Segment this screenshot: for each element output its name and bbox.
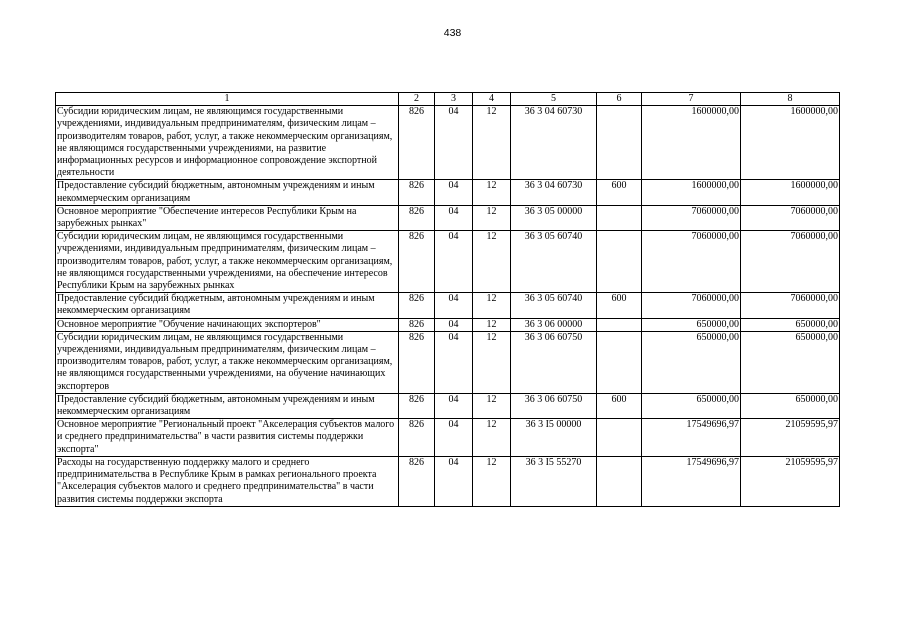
table-header-row bbox=[56, 93, 840, 106]
target-article-code: 36 3 06 60750 bbox=[511, 393, 597, 418]
section-code: 04 bbox=[435, 106, 473, 180]
target-article-code: 36 3 05 00000 bbox=[511, 205, 597, 230]
amount-col7: 650000,00 bbox=[642, 331, 741, 393]
table-row bbox=[56, 456, 840, 506]
page-number: 438 bbox=[443, 27, 462, 39]
expense-type-code bbox=[597, 318, 642, 331]
header-cell: 7 bbox=[642, 93, 741, 106]
amount-col8: 21059595,97 bbox=[741, 419, 840, 457]
ministry-code: 826 bbox=[399, 419, 435, 457]
budget-table bbox=[55, 92, 840, 507]
section-code: 04 bbox=[435, 205, 473, 230]
row-name: Предоставление субсидий бюджетным, автономным учреждениям и иным некоммерческим организациям bbox=[56, 180, 399, 205]
ministry-code: 826 bbox=[399, 231, 435, 293]
section-code: 04 bbox=[435, 180, 473, 205]
amount-col7: 1600000,00 bbox=[642, 180, 741, 205]
row-name: Основное мероприятие "Региональный проект "Акселерация субъектов малого и среднего предпринимательства" в части развития системы поддержки экспорта" bbox=[56, 419, 399, 457]
subsection-code: 12 bbox=[473, 205, 511, 230]
row-name: Основное мероприятие "Обучение начинающих экспортеров" bbox=[56, 318, 399, 331]
ministry-code: 826 bbox=[399, 106, 435, 180]
target-article-code: 36 3 05 60740 bbox=[511, 293, 597, 318]
section-code: 04 bbox=[435, 231, 473, 293]
expense-type-code bbox=[597, 231, 642, 293]
amount-col7: 17549696,97 bbox=[642, 456, 741, 506]
amount-col7: 1600000,00 bbox=[642, 106, 741, 180]
expense-type-code: 600 bbox=[597, 393, 642, 418]
amount-col8: 1600000,00 bbox=[741, 180, 840, 205]
subsection-code: 12 bbox=[473, 180, 511, 205]
header-cell: 8 bbox=[741, 93, 840, 106]
amount-col7: 650000,00 bbox=[642, 318, 741, 331]
ministry-code: 826 bbox=[399, 331, 435, 393]
table-row bbox=[56, 318, 840, 331]
amount-col8: 7060000,00 bbox=[741, 205, 840, 230]
row-name: Предоставление субсидий бюджетным, автономным учреждениям и иным некоммерческим организациям bbox=[56, 293, 399, 318]
ministry-code: 826 bbox=[399, 456, 435, 506]
ministry-code: 826 bbox=[399, 180, 435, 205]
amount-col8: 7060000,00 bbox=[741, 231, 840, 293]
target-article-code: 36 3 06 00000 bbox=[511, 318, 597, 331]
expense-type-code bbox=[597, 106, 642, 180]
section-code: 04 bbox=[435, 419, 473, 457]
amount-col7: 650000,00 bbox=[642, 393, 741, 418]
expense-type-code: 600 bbox=[597, 293, 642, 318]
subsection-code: 12 bbox=[473, 331, 511, 393]
amount-col8: 650000,00 bbox=[741, 393, 840, 418]
ministry-code: 826 bbox=[399, 205, 435, 230]
table-row bbox=[56, 331, 840, 393]
expense-type-code bbox=[597, 419, 642, 457]
amount-col7: 7060000,00 bbox=[642, 293, 741, 318]
expense-type-code bbox=[597, 205, 642, 230]
target-article-code: 36 3 06 60750 bbox=[511, 331, 597, 393]
table-row bbox=[56, 106, 840, 180]
subsection-code: 12 bbox=[473, 293, 511, 318]
table-row bbox=[56, 293, 840, 318]
ministry-code: 826 bbox=[399, 318, 435, 331]
section-code: 04 bbox=[435, 331, 473, 393]
amount-col7: 7060000,00 bbox=[642, 231, 741, 293]
amount-col8: 21059595,97 bbox=[741, 456, 840, 506]
ministry-code: 826 bbox=[399, 293, 435, 318]
section-code: 04 bbox=[435, 293, 473, 318]
section-code: 04 bbox=[435, 456, 473, 506]
expense-type-code bbox=[597, 456, 642, 506]
table-row bbox=[56, 393, 840, 418]
amount-col8: 1600000,00 bbox=[741, 106, 840, 180]
section-code: 04 bbox=[435, 393, 473, 418]
amount-col7: 7060000,00 bbox=[642, 205, 741, 230]
section-code: 04 bbox=[435, 318, 473, 331]
header-cell: 2 bbox=[399, 93, 435, 106]
expense-type-code: 600 bbox=[597, 180, 642, 205]
header-cell: 6 bbox=[597, 93, 642, 106]
table-row bbox=[56, 180, 840, 205]
table-row bbox=[56, 205, 840, 230]
subsection-code: 12 bbox=[473, 231, 511, 293]
row-name: Субсидии юридическим лицам, не являющимся государственными учреждениями, индивидуальным предпринимателям, физическим лицам – производителям товаров, работ, услуг, а также некоммерческим организациям, не являющимся государственными учреждениями, на обеспечение интересов Республики Крым на зарубежных рынках bbox=[56, 231, 399, 293]
header-cell: 5 bbox=[511, 93, 597, 106]
row-name: Расходы на государственную поддержку малого и среднего предпринимательства в Республике Крым в рамках регионального проекта "Акселерация субъектов малого и среднего предпринимательства" в части развития системы поддержки экспорта bbox=[56, 456, 399, 506]
subsection-code: 12 bbox=[473, 393, 511, 418]
header-cell: 3 bbox=[435, 93, 473, 106]
target-article-code: 36 3 I5 00000 bbox=[511, 419, 597, 457]
amount-col7: 17549696,97 bbox=[642, 419, 741, 457]
amount-col8: 650000,00 bbox=[741, 318, 840, 331]
target-article-code: 36 3 04 60730 bbox=[511, 106, 597, 180]
row-name: Основное мероприятие "Обеспечение интересов Республики Крым на зарубежных рынках" bbox=[56, 205, 399, 230]
subsection-code: 12 bbox=[473, 106, 511, 180]
row-name: Субсидии юридическим лицам, не являющимся государственными учреждениями, индивидуальным предпринимателям, физическим лицам – производителям товаров, работ, услуг, а также некоммерческим организациям, не являющимся государственными учреждениями, на развитие информационных ресурсов и информационное сопровождение экспортной деятельности bbox=[56, 106, 399, 180]
amount-col8: 7060000,00 bbox=[741, 293, 840, 318]
amount-col8: 650000,00 bbox=[741, 331, 840, 393]
table-row bbox=[56, 419, 840, 457]
subsection-code: 12 bbox=[473, 456, 511, 506]
table-row bbox=[56, 231, 840, 293]
row-name: Предоставление субсидий бюджетным, автономным учреждениям и иным некоммерческим организациям bbox=[56, 393, 399, 418]
subsection-code: 12 bbox=[473, 419, 511, 457]
header-cell: 1 bbox=[56, 93, 399, 106]
header-cell: 4 bbox=[473, 93, 511, 106]
ministry-code: 826 bbox=[399, 393, 435, 418]
target-article-code: 36 3 04 60730 bbox=[511, 180, 597, 205]
target-article-code: 36 3 I5 55270 bbox=[511, 456, 597, 506]
target-article-code: 36 3 05 60740 bbox=[511, 231, 597, 293]
subsection-code: 12 bbox=[473, 318, 511, 331]
expense-type-code bbox=[597, 331, 642, 393]
row-name: Субсидии юридическим лицам, не являющимся государственными учреждениями, индивидуальным предпринимателям, физическим лицам – производителям товаров, работ, услуг, а также некоммерческим организациям, не являющимся государственными учреждениями, на обучение начинающих экспортеров bbox=[56, 331, 399, 393]
